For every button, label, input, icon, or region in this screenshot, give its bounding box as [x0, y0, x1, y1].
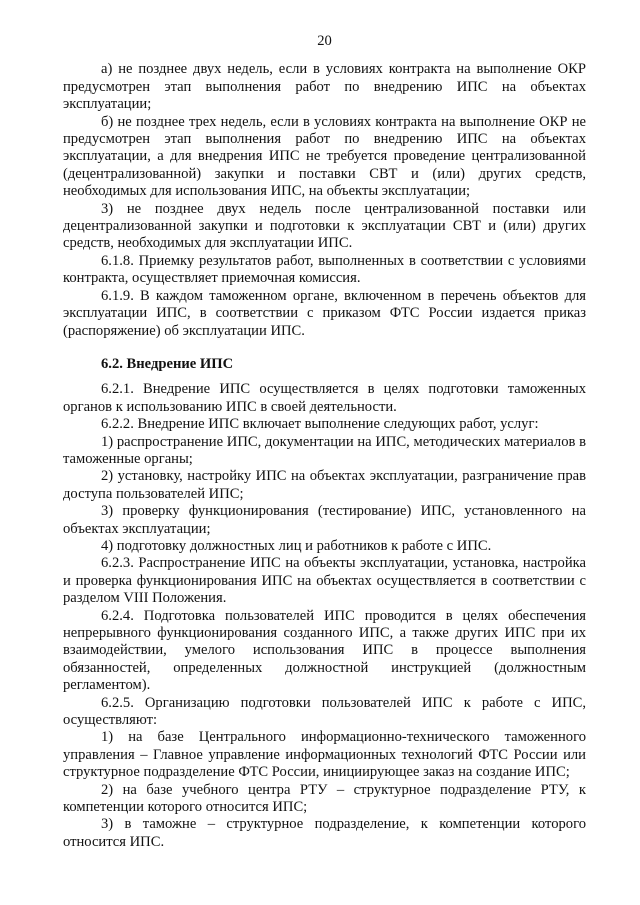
paragraph: 6.2.4. Подготовка пользователей ИПС проводится в целях обеспечения непрерывного функционирования созданного ИПС, а также других ИПС при их взаимодействии, умелого использования ИПС в процессе выполнения обязанностей, определенных должностной инструкцией (должностным регламентом).	[63, 607, 586, 694]
paragraph: 6.1.9. В каждом таможенном органе, включенном в перечень объектов для эксплуатации ИПС, в соответствии с приказом ФТС России издается приказ (распоряжение) об эксплуатации ИПС.	[63, 287, 586, 339]
paragraph: 1) на базе Центрального информационно-технического таможенного управления – Главное управление информационных технологий ФТС России или структурное подразделение ФТС России, инициирующее заказ на создание ИПС;	[63, 729, 586, 781]
paragraph: 6.2.1. Внедрение ИПС осуществляется в целях подготовки таможенных органов к использованию ИПС в своей деятельности.	[63, 381, 586, 415]
paragraph: б) не позднее трех недель, если в условиях контракта на выполнение ОКР не предусмотрен этап выполнения работ по внедрению ИПС на объектах эксплуатации, а для внедрения ИПС не требуется проведение централизованной (децентрализованной) закупки и поставки СВТ и (или) других средств, необходимых для использования ИПС, на объекты эксплуатации;	[63, 113, 586, 200]
paragraph: 3) проверку функционирования (тестирование) ИПС, установленного на объектах эксплуатации;	[63, 503, 586, 537]
paragraph: 6.1.8. Приемку результатов работ, выполненных в соответствии с условиями контракта, осуществляет приемочная комиссия.	[63, 252, 586, 287]
paragraph: 6.2.5. Организацию подготовки пользователей ИПС к работе с ИПС, осуществляют:	[63, 694, 586, 729]
paragraph: 3) не позднее двух недель после централизованной поставки или децентрализованной закупки и подготовки к эксплуатации СВТ и (или) других средств, необходимых для эксплуатации ИПС.	[63, 200, 586, 252]
section-heading: 6.2. Внедрение ИПС	[101, 355, 234, 372]
paragraph: 1) распространение ИПС, документации на ИПС, методических материалов в таможенные органы;	[63, 433, 586, 467]
paragraph: 6.2.2. Внедрение ИПС включает выполнение следующих работ, услуг:	[101, 416, 539, 433]
paragraph: 6.2.3. Распространение ИПС на объекты эксплуатации, установка, настройка и проверка функционирования ИПС на объектах осуществляется в соответствии с разделом VIII Положения.	[63, 555, 586, 607]
paragraph: 4) подготовку должностных лиц и работников к работе с ИПС.	[101, 537, 492, 554]
paragraph: а) не позднее двух недель, если в условиях контракта на выполнение ОКР предусмотрен этап выполнения работ по внедрению ИПС на объектах эксплуатации;	[63, 61, 586, 113]
paragraph: 2) на базе учебного центра РТУ – структурное подразделение РТУ, к компетенции которого относится ИПС;	[63, 781, 586, 816]
paragraph: 2) установку, настройку ИПС на объектах эксплуатации, разграничение прав доступа пользователей ИПС;	[63, 468, 586, 502]
paragraph: 3) в таможне – структурное подразделение, к компетенции которого относится ИПС.	[63, 816, 586, 850]
page-number: 20	[317, 33, 332, 49]
